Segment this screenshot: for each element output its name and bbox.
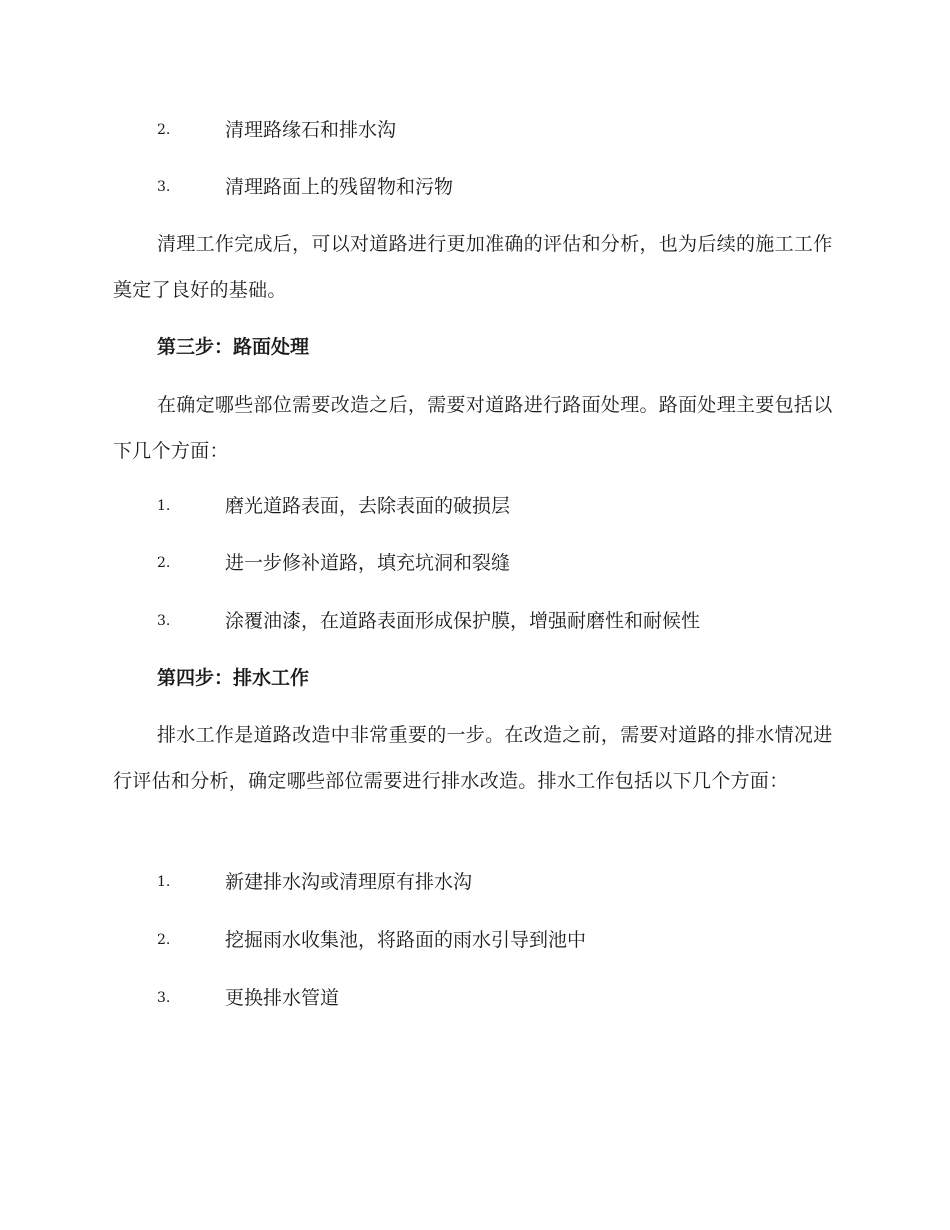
list-number: 1.	[157, 874, 171, 890]
section-heading: 第四步：排水工作	[157, 667, 310, 689]
list-number: 3.	[157, 179, 171, 195]
list-text: 新建排水沟或清理原有排水沟	[225, 871, 473, 893]
list-number: 3.	[157, 613, 171, 629]
list-number: 3.	[157, 990, 171, 1006]
list-number: 2.	[157, 932, 171, 948]
list-text: 涂覆油漆，在道路表面形成保护膜，增强耐磨性和耐候性	[225, 610, 701, 632]
list-number: 1.	[157, 498, 171, 514]
list-text: 清理路面上的残留物和污物	[225, 176, 454, 198]
list-number: 2.	[157, 555, 171, 571]
list-number: 2.	[157, 122, 171, 138]
list-text: 挖掘雨水收集池，将路面的雨水引导到池中	[225, 929, 587, 951]
list-text: 磨光道路表面，去除表面的破损层	[225, 495, 511, 517]
paragraph: 排水工作是道路改造中非常重要的一步。在改造之前，需要对道路的排水情况进行评估和分析，确定哪些部位需要进行排水改造。排水工作包括以下几个方面：	[113, 724, 833, 792]
list-text: 清理路缘石和排水沟	[225, 119, 397, 141]
paragraph: 在确定哪些部位需要改造之后，需要对道路进行路面处理。路面处理主要包括以下几个方面：	[113, 394, 833, 462]
paragraph: 清理工作完成后，可以对道路进行更加准确的评估和分析，也为后续的施工工作奠定了良好的基础。	[113, 233, 833, 301]
section-heading: 第三步：路面处理	[157, 336, 310, 358]
list-text: 进一步修补道路，填充坑洞和裂缝	[225, 552, 511, 574]
list-text: 更换排水管道	[225, 987, 340, 1009]
